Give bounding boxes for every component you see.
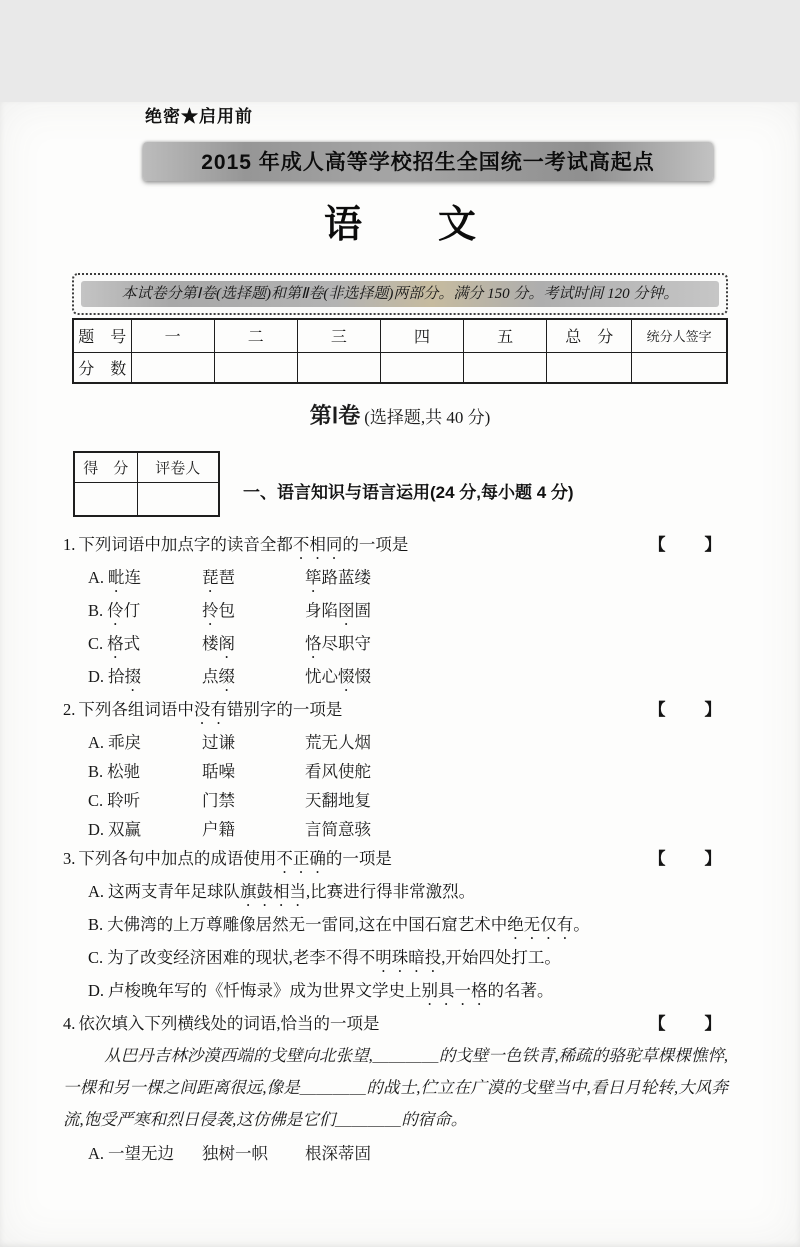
option-row-b bbox=[88, 596, 728, 629]
score-cell-empty bbox=[214, 352, 297, 383]
option-label: C. bbox=[88, 948, 104, 967]
score-header-cell: 统分人签字 bbox=[632, 319, 727, 352]
question-2-options bbox=[88, 728, 728, 844]
option-word: 过谦 bbox=[202, 733, 235, 752]
score-row-label: 分 数 bbox=[73, 352, 131, 383]
option-label: D. bbox=[88, 820, 105, 839]
grader-label-cell: 评卷人 bbox=[137, 452, 219, 482]
question-stem-text: 下列词语中加点字的读音全都不相同的一项是 bbox=[78, 535, 409, 554]
question-stem-text: 依次填入下列横线处的词语,恰当的一项是 bbox=[78, 1014, 380, 1033]
option-word: 门禁 bbox=[202, 791, 235, 810]
question-stem-text: 下列各组词语中没有错别字的一项是 bbox=[78, 700, 343, 719]
option-row-a bbox=[88, 563, 728, 596]
option-word: 一望无边 bbox=[108, 1144, 175, 1163]
option-word: 户籍 bbox=[202, 820, 235, 839]
fill-blank-passage: 从巴丹吉林沙漠西端的戈壁向北张望,＿＿＿＿的戈壁一色铁青,稀疏的骆驼草棵棵憔悴,一棵和另一棵之间距离很远,像是＿＿＿＿的战士,伫立在广漠的戈壁当中,看日月轮转,大风奔流,饱受严寒和烈日侵袭,这仿佛是它们＿＿＿＿的宿命。 bbox=[63, 1046, 728, 1129]
option-word: 双赢 bbox=[108, 820, 142, 839]
answer-bracket: 【 】 bbox=[649, 1014, 723, 1033]
score-header-cell: 五 bbox=[464, 319, 547, 352]
grader-entry-cell-empty bbox=[137, 482, 219, 516]
score-header-cell: 四 bbox=[380, 319, 463, 352]
option-word: 天翻地复 bbox=[305, 791, 371, 810]
question-stem-text: 下列各句中加点的成语使用不正确的一项是 bbox=[78, 849, 392, 868]
option-row-c bbox=[88, 629, 728, 662]
score-table-header-row bbox=[73, 319, 727, 352]
answer-bracket: 【 】 bbox=[649, 849, 723, 868]
option-label: C. bbox=[88, 634, 104, 653]
option-word: 根深蒂固 bbox=[305, 1144, 371, 1163]
answer-bracket: 【 】 bbox=[649, 535, 723, 554]
option-word: 伶仃 bbox=[107, 601, 141, 620]
option-sentence-d bbox=[88, 976, 728, 1009]
option-label: A. bbox=[88, 733, 105, 752]
score-header-cell: 二 bbox=[214, 319, 297, 352]
score-table-value-row bbox=[73, 352, 727, 383]
secrecy-label: 绝密★启用前 bbox=[145, 107, 253, 126]
option-word: 筚路蓝缕 bbox=[305, 568, 371, 587]
option-sentence-a bbox=[88, 877, 728, 910]
option-word: 乖戾 bbox=[108, 733, 142, 752]
option-sentence-b bbox=[88, 910, 728, 943]
question-3 bbox=[63, 844, 728, 1009]
option-word: 松驰 bbox=[107, 762, 141, 781]
option-word: 荒无人烟 bbox=[305, 733, 371, 752]
option-row-d bbox=[88, 815, 728, 844]
option-word: 琵琶 bbox=[202, 568, 235, 587]
question-2 bbox=[63, 695, 728, 844]
option-label: C. bbox=[88, 791, 104, 810]
notice-box bbox=[72, 273, 728, 315]
option-word: 言简意骇 bbox=[305, 820, 371, 839]
question-4-options bbox=[88, 1139, 728, 1168]
option-word: 格式 bbox=[107, 634, 141, 653]
option-word: 聆听 bbox=[107, 791, 141, 810]
exam-paper-scan bbox=[0, 102, 800, 1247]
option-sentence-c bbox=[88, 943, 728, 976]
option-text: 这两支青年足球队旗鼓相当,比赛进行得非常激烈。 bbox=[108, 882, 476, 901]
option-word: 拎包 bbox=[202, 601, 235, 620]
option-word: 拾掇 bbox=[108, 667, 142, 686]
score-entry-cell-empty bbox=[74, 482, 137, 516]
option-label: A. bbox=[88, 568, 105, 587]
question-4 bbox=[63, 1009, 728, 1168]
part1-title-main: 第Ⅰ卷 bbox=[309, 403, 361, 428]
option-word: 楼阁 bbox=[202, 634, 235, 653]
section-1-heading: 一、语言知识与语言运用(24 分,每小题 4 分) bbox=[243, 483, 574, 502]
questions-area bbox=[63, 530, 728, 1168]
option-word: 聒噪 bbox=[202, 762, 235, 781]
score-cell-empty bbox=[632, 352, 727, 383]
question-2-stem bbox=[63, 695, 728, 728]
question-3-stem bbox=[63, 844, 728, 877]
score-table bbox=[72, 318, 728, 384]
option-label: B. bbox=[88, 915, 104, 934]
option-row-c bbox=[88, 786, 728, 815]
option-word: 毗连 bbox=[108, 568, 142, 587]
option-text: 为了改变经济困难的现状,老李不得不明珠暗投,开始四处打工。 bbox=[107, 948, 561, 967]
score-cell-empty bbox=[297, 352, 380, 383]
subject-title: 语 文 bbox=[323, 204, 476, 246]
question-4-stem bbox=[63, 1009, 728, 1038]
option-row-d bbox=[88, 662, 728, 695]
score-header-cell: 总 分 bbox=[547, 319, 632, 352]
notice-text: 本试卷分第Ⅰ卷(选择题)和第Ⅱ卷(非选择题)两部分。满分 150 分。考试时间 120 分钟。 bbox=[81, 281, 719, 307]
score-header-cell: 一 bbox=[131, 319, 214, 352]
question-1-stem bbox=[63, 530, 728, 563]
score-header-cell: 三 bbox=[297, 319, 380, 352]
question-number: 2. bbox=[63, 700, 76, 719]
option-label: A. bbox=[88, 1144, 105, 1163]
option-label: A. bbox=[88, 882, 105, 901]
question-number: 1. bbox=[63, 535, 76, 554]
option-label: B. bbox=[88, 601, 104, 620]
option-text: 卢梭晚年写的《忏悔录》成为世界文学史上别具一格的名著。 bbox=[108, 981, 554, 1000]
option-label: D. bbox=[88, 667, 105, 686]
score-cell-empty bbox=[547, 352, 632, 383]
option-word: 看风使舵 bbox=[305, 762, 371, 781]
option-label: B. bbox=[88, 762, 104, 781]
option-row-a bbox=[88, 728, 728, 757]
option-word: 点缀 bbox=[202, 667, 235, 686]
question-number: 4. bbox=[63, 1014, 76, 1033]
answer-bracket: 【 】 bbox=[649, 700, 723, 719]
option-word: 恪尽职守 bbox=[305, 634, 371, 653]
score-label-cell: 得 分 bbox=[74, 452, 137, 482]
exam-banner-title: 2015 年成人高等学校招生全国统一考试高起点 bbox=[143, 142, 713, 181]
option-word: 独树一帜 bbox=[202, 1144, 268, 1163]
score-cell-empty bbox=[131, 352, 214, 383]
option-word: 身陷囹圄 bbox=[305, 601, 371, 620]
option-text: 大佛湾的上万尊雕像居然无一雷同,这在中国石窟艺术中绝无仅有。 bbox=[107, 915, 590, 934]
question-number: 3. bbox=[63, 849, 76, 868]
option-row-b bbox=[88, 757, 728, 786]
question-1 bbox=[63, 530, 728, 695]
question-1-options bbox=[88, 563, 728, 695]
option-label: D. bbox=[88, 981, 105, 1000]
part1-title bbox=[0, 399, 800, 430]
option-row-a bbox=[88, 1139, 728, 1168]
score-cell-empty bbox=[464, 352, 547, 383]
score-header-cell: 题 号 bbox=[73, 319, 131, 352]
part1-title-sub: (选择题,共 40 分) bbox=[364, 408, 491, 427]
score-cell-empty bbox=[380, 352, 463, 383]
option-word: 忧心惙惙 bbox=[305, 667, 371, 686]
grader-score-box bbox=[73, 451, 220, 517]
